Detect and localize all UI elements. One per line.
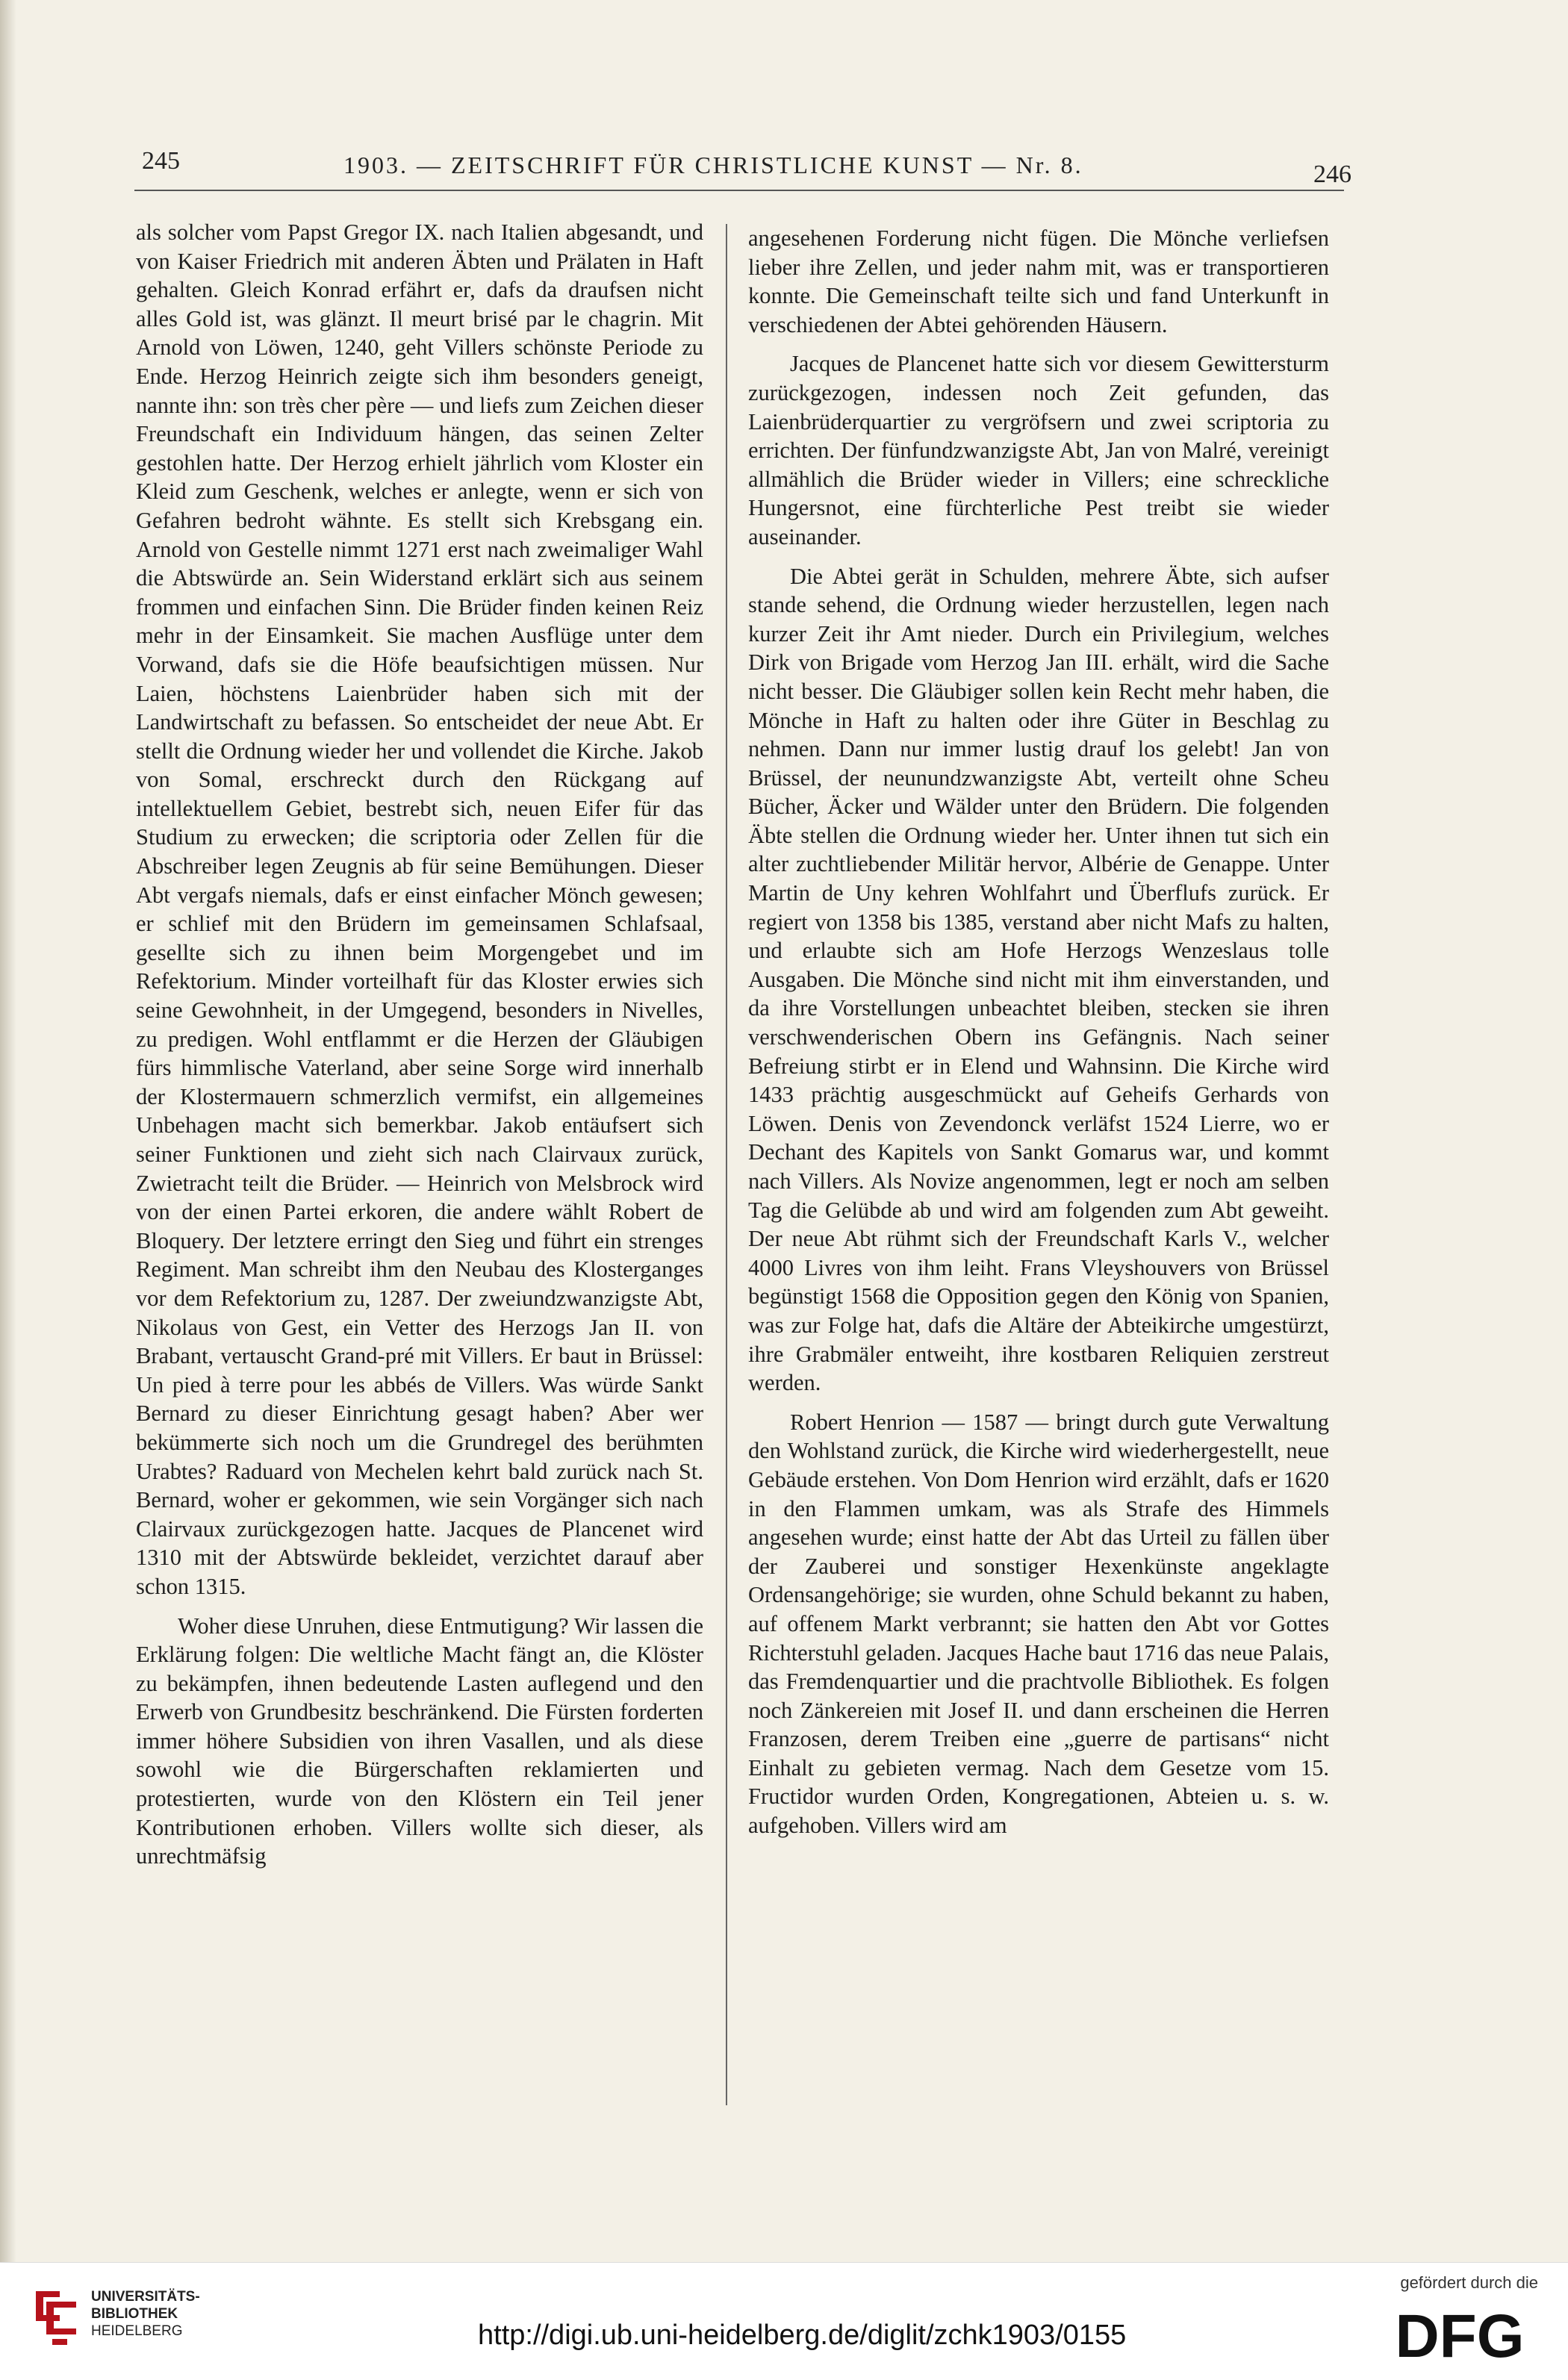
page-number-left: 245 (142, 147, 180, 175)
paragraph: Jacques de Plancenet hatte sich vor diesem Gewittersturm zurückgezogen, indessen noch Zeit gefunden, das Laienbrüderquartier zu vergröfsern und zwei scriptoria zu errichten. Der fünfundzwanzigste Abt, Jan von Malré, vereinigt allmählich die Brüder wieder in Villers; eine schreckliche Hungersnot, eine fürchterliche Pest treibt sie wieder auseinander. (748, 351, 1329, 549)
header-rule (134, 190, 1344, 191)
library-logo-text (91, 2288, 200, 2340)
paragraph: Woher diese Unruhen, diese Entmutigung? Wir lassen die Erklärung folgen: Die weltliche Macht fängt an, die Klöster zu bekämpfen, ihnen bedeutende Lasten auflegend und den Erwerb von Grundbesitz beschränkend. Die Fürsten forderten immer höhere Subsidien von ihren Vasallen, und als diese sowohl wie die Bürgerschaften reklamierten und protestierten, wurde von den Klöstern ein Teil jener Kontributionen erhoben. Villers wollte sich dieser, als unrechtmäfsig (136, 1613, 703, 1869)
logo-line: HEIDELBERG (91, 2323, 183, 2339)
paragraph: Robert Henrion — 1587 — bringt durch gute Verwaltung den Wohlstand zurück, die Kirche wird wiederhergestellt, neue Gebäude erstehen. Von Dom Henrion wird erzählt, dafs er 1620 in den Flammen umkam, was als Strafe des Himmels angesehen wurde; einst hatte der Abt das Urteil zu fällen über der Zauberei und sonstiger Hexenkünste angeklagte Ordensangehörige; sie wurden, ohne Schuld bekannt zu haben, auf offenem Markt verbrannt; sie hatten den Abt vor Gottes Richterstuhl geladen. Jacques Hache baut 1716 das neue Palais, das Fremdenquartier und die prachtvolle Bibliothek. Es folgen noch Zänkereien mit Josef II. und dann erscheinen die Herren Franzosen, derem Treiben eine „guerre de partisans“ nicht Einhalt zu gebieten vermag. Nach dem Gesetze vom 15. Fructidor wurden Orden, Kongregationen, Abteien u. s. w. aufgehoben. Villers wird am (748, 1409, 1329, 1839)
page-header (142, 146, 1351, 190)
footer-bar (0, 2262, 1568, 2380)
page-number-right: 246 (1313, 161, 1351, 188)
scan-edge-shadow (0, 0, 16, 2262)
paragraph: angesehenen Forderung nicht fügen. Die Mönche verliefsen lieber ihre Zellen, und jeder nahm mit, was er transportieren konnte. Die Gemeinschaft teilte sich und fand Unterkunft in verschiedenen der Abtei gehörenden Häusern. (748, 225, 1329, 337)
logo-line: UNIVERSITÄTS- (91, 2289, 200, 2305)
paragraph: als solcher vom Papst Gregor IX. nach Italien abgesandt, und von Kaiser Friedrich mit anderen Äbten und Prälaten in Haft gehalten. Gleich Konrad erfährt er, dafs da draufsen nicht alles Gold ist, was glänzt. Il meurt brisé par le chagrin. Mit Arnold von Löwen, 1240, geht Villers schönste Periode zu Ende. Herzog Heinrich zeigte sich ihm besonders geneigt, nannte ihn: son très cher père — und liefs zum Zeichen dieser Freundschaft ein Individuum hängen, das seinen Zelter gestohlen hatte. Der Herzog erhielt jährlich vom Kloster ein Kleid zum Geschenk, welches er anlegte, wenn er sich von Gefahren bedroht wähnte. Es stellt sich Krebsgang ein. Arnold von Gestelle nimmt 1271 erst nach zweimaliger Wahl die Abtswürde an. Sein Widerstand erklärt sich aus seinem frommen und einfachen Sinn. Die Brüder finden keinen Reiz mehr in der Einsamkeit. Sie machen Ausflüge unter dem Vorwand, dafs sie die Höfe beaufsichtigen müssen. Nur Laien, höchstens Laienbrüder haben sich mit der Landwirtschaft zu befassen. So entscheidet der neue Abt. Er stellt die Ordnung wieder her und vollendet die Kirche. Jakob von Somal, erschreckt durch den Rückgang auf intellektuellem Gebiet, bestrebt sich, neuen Eifer für das Studium zu erwecken; die scriptoria oder Zellen für die Abschreiber legen Zeugnis ab für seine Bemühungen. Dieser Abt vergafs niemals, dafs er einst einfacher Mönch gewesen; er schlief mit den Brüdern im gemeinsamen Schlafsaal, gesellte sich zu ihnen beim Morgengebet und im Refektorium. Minder vorteilhaft für das Kloster erwies sich seine Gewohnheit, in der Umgegend, besonders in Nivelles, zu predigen. Wohl entflammt er die Herzen der Gläubigen fürs himmlische Vaterland, aber seine Sorge wird innerhalb der Klostermauern schmerzlich vermifst, ein allgemeines Unbehagen macht sich bemerkbar. Jakob entäufsert sich seiner Funktionen und zieht sich nach Clairvaux zurück, Zwietracht teilt die Brüder. — Heinrich von Melsbrock wird von der einen Partei erkoren, die andere wählt Robert de Bloquery. Der letztere erringt den Sieg und führt ein strenges Regiment. Man schreibt ihm den Neubau des Klosterganges vor dem Refektorium zu, 1287. Der zweiundzwanzigste Abt, Nikolaus von Gest, ein Vetter des Herzogs Jan II. von Brabant, vertauscht Grand-pré mit Villers. Er baut in Brüssel: Un pied à terre pour les abbés de Villers. Was würde Sankt Bernard zu dieser Einrichtung gesagt haben? Aber wer bekümmerte sich noch um die Grundregel des berühmten Urabtes? Raduard von Mechelen kehrt bald zurück nach St. Bernard, woher er gekommen, wie sein Vorgänger sich nach Clairvaux zurückgezogen hatte. Jacques de Plancenet wird 1310 mit der Abtswürde bekleidet, verzichtet darauf aber schon 1315. (136, 219, 703, 1599)
right-text-column (748, 224, 1329, 1840)
column-divider (726, 224, 727, 2105)
paragraph: Die Abtei gerät in Schulden, mehrere Äbte, sich aufser stande sehend, die Ordnung wieder herzustellen, legen nach kurzer Zeit ihr Amt nieder. Durch ein Privilegium, welches Dirk von Brigade vom Herzog Jan III. erhält, wird die Sache nicht besser. Die Gläubiger sollen kein Recht mehr haben, die Mönche in Haft zu halten oder ihre Güter in Beschlag zu nehmen. Dann nur immer lustig drauf los gelebt! Jan von Brüssel, der neunundzwanzigste Abt, verteilt ohne Scheu Bücher, Äcker und Wälder unter den Brüdern. Die folgenden Äbte stellen die Ordnung wieder her. Unter ihnen tut sich ein alter zuchtliebender Militär hervor, Albérie de Genappe. Unter Martin de Uny kehren Wohlfahrt und Überflufs zurück. Er regiert von 1358 bis 1385, verstand aber nicht Mafs zu halten, und erlaubte sich am Hofe Herzogs Wenzeslaus tolle Ausgaben. Die Mönche sind nicht mit ihm einverstanden, und da ihre Vorstellungen unbeachtet bleiben, stecken sie ihren verschwenderischen Obern ins Gefängnis. Nach seiner Befreiung stirbt er in Elend und Wahnsinn. Die Kirche wird 1433 prächtig ausgeschmückt auf Geheifs Gerhards von Löwen. Denis von Zevendonck verläfst 1524 Lierre, wo er Dechant des Kapitels von Sankt Gomarus war, und kommt nach Villers. Als Novize angenommen, legt er noch am selben Tag die Gelübde ab und wird am folgenden zum Abt geweiht. Der neue Abt rühmt sich der Freundschaft Karls V., welcher 4000 Livres von ihm leiht. Frans Vleyshouvers von Brüssel begünstigt 1568 die Opposition gegen den König von Spanien, was zur Folge hat, dafs die Altäre der Abteikirche umgestürzt, ihre Grabmäler entweiht, ihre kostbaren Reliquien zerstreut werden. (748, 563, 1329, 1396)
permalink-url[interactable]: http://digi.ub.uni-heidelberg.de/diglit/zchk1903/0155 (478, 2320, 1127, 2351)
university-library-logo[interactable] (30, 2282, 224, 2357)
left-text-column (136, 218, 703, 1871)
funded-by-label: gefördert durch die (1400, 2273, 1538, 2292)
library-logo-icon (30, 2285, 82, 2348)
logo-line: BIBLIOTHEK (91, 2306, 178, 2322)
dfg-logo-text: DFG (1395, 2302, 1525, 2369)
dfg-logo-icon[interactable] (1381, 2302, 1538, 2369)
running-title: 1903. — ZEITSCHRIFT FÜR CHRISTLICHE KUNST — Nr. 8. (343, 152, 1083, 178)
